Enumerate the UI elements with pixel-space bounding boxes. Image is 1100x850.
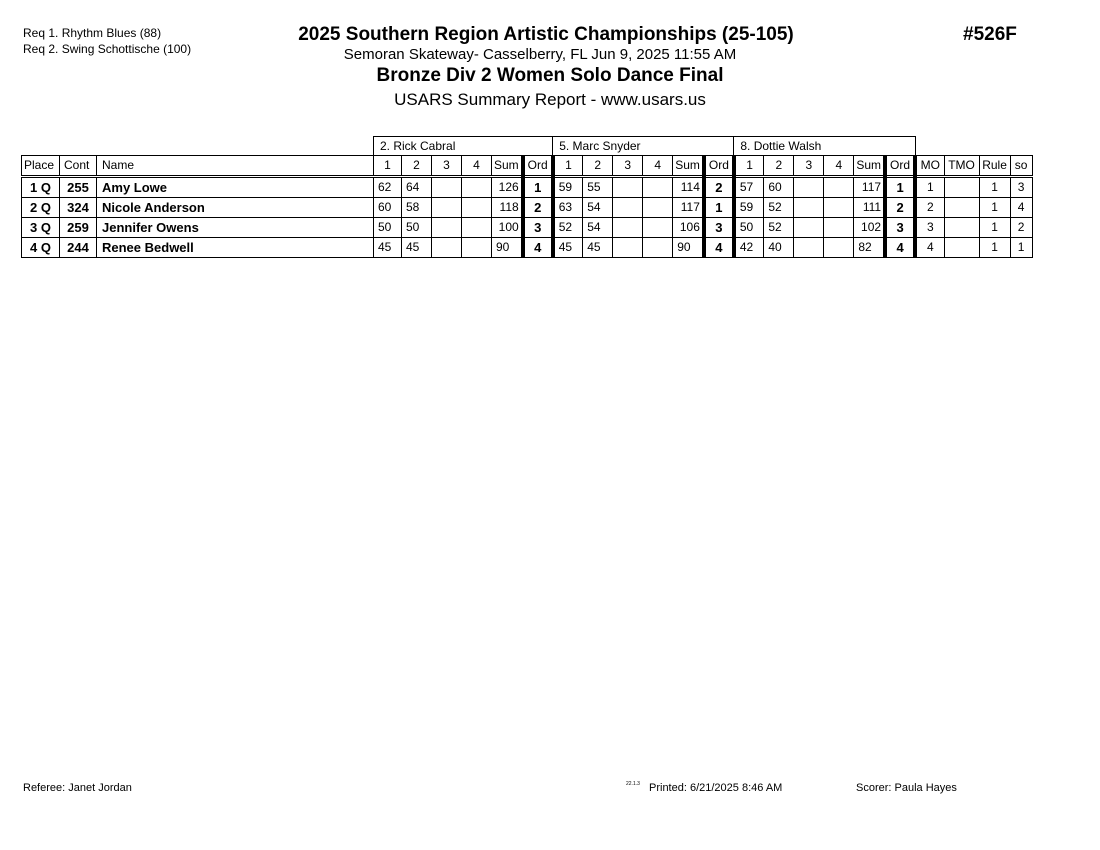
so-cell: 2 — [1010, 218, 1032, 238]
score-4-cell — [824, 198, 854, 218]
tmo-cell — [944, 177, 979, 198]
score-1-cell: 59 — [553, 177, 583, 198]
ord-cell: 4 — [885, 238, 915, 258]
score-4-cell — [462, 238, 492, 258]
judge-1-name: 2. Rick Cabral — [374, 137, 553, 156]
version-number: 22.1.3 — [626, 781, 640, 787]
judge-3-col-sum: Sum — [854, 156, 885, 177]
col-place: Place — [22, 156, 60, 177]
so-cell: 4 — [1010, 198, 1032, 218]
score-1-cell: 45 — [553, 238, 583, 258]
score-1-cell: 42 — [734, 238, 764, 258]
score-2-cell: 45 — [402, 238, 432, 258]
score-1-cell: 59 — [734, 198, 764, 218]
score-1-cell: 50 — [734, 218, 764, 238]
requirement-1: Req 1. Rhythm Blues (88) — [23, 26, 162, 40]
division-title: Bronze Div 2 Women Solo Dance Final — [376, 65, 724, 86]
score-3-cell — [432, 238, 462, 258]
ord-cell: 3 — [704, 218, 734, 238]
judge-1-col-sum: Sum — [492, 156, 523, 177]
ord-cell: 4 — [704, 238, 734, 258]
cont-cell: 255 — [60, 177, 97, 198]
judge-1-col-2: 2 — [402, 156, 432, 177]
printed-timestamp: Printed: 6/21/2025 8:46 AM — [649, 782, 783, 794]
mo-cell: 2 — [915, 198, 944, 218]
sum-cell: 126 — [492, 177, 523, 198]
score-1-cell: 50 — [374, 218, 402, 238]
event-title: 2025 Southern Region Artistic Championships (25-105) — [298, 24, 794, 45]
sum-cell: 82 — [854, 238, 885, 258]
score-4-cell — [462, 218, 492, 238]
judge-2-col-3: 3 — [613, 156, 643, 177]
referee: Referee: Janet Jordan — [23, 782, 132, 794]
score-4-cell — [824, 218, 854, 238]
sum-cell: 90 — [673, 238, 704, 258]
score-4-cell — [643, 238, 673, 258]
sum-cell: 117 — [854, 177, 885, 198]
cont-cell: 259 — [60, 218, 97, 238]
judge-2-col-1: 1 — [553, 156, 583, 177]
judge-3-col-3: 3 — [794, 156, 824, 177]
score-4-cell — [643, 218, 673, 238]
tmo-cell — [944, 238, 979, 258]
score-1-cell: 62 — [374, 177, 402, 198]
mo-cell: 1 — [915, 177, 944, 198]
score-4-cell — [643, 177, 673, 198]
col-name: Name — [97, 156, 374, 177]
ord-cell: 4 — [523, 238, 553, 258]
judge-2-col-sum: Sum — [673, 156, 704, 177]
tmo-cell — [944, 218, 979, 238]
judge-3-name: 8. Dottie Walsh — [734, 137, 915, 156]
ord-cell: 1 — [885, 177, 915, 198]
rule-cell: 1 — [979, 218, 1010, 238]
sum-cell: 106 — [673, 218, 704, 238]
score-3-cell — [794, 177, 824, 198]
table-row — [22, 218, 1033, 238]
judge-3-col-1: 1 — [734, 156, 764, 177]
ord-cell: 1 — [704, 198, 734, 218]
score-2-cell: 55 — [583, 177, 613, 198]
tmo-cell — [944, 198, 979, 218]
ord-cell: 3 — [523, 218, 553, 238]
col-tmo: TMO — [944, 156, 979, 177]
score-2-cell: 52 — [764, 198, 794, 218]
sum-cell: 117 — [673, 198, 704, 218]
column-header-row — [22, 156, 1033, 177]
judge-1-col-3: 3 — [432, 156, 462, 177]
score-4-cell — [462, 198, 492, 218]
judge-1-col-4: 4 — [462, 156, 492, 177]
score-3-cell — [794, 198, 824, 218]
score-4-cell — [462, 177, 492, 198]
place-cell: 1 Q — [22, 177, 60, 198]
score-4-cell — [643, 198, 673, 218]
score-2-cell: 58 — [402, 198, 432, 218]
rule-cell: 1 — [979, 177, 1010, 198]
col-so: so — [1010, 156, 1032, 177]
ord-cell: 1 — [523, 177, 553, 198]
cont-cell: 244 — [60, 238, 97, 258]
place-cell: 3 Q — [22, 218, 60, 238]
table-row — [22, 198, 1033, 218]
score-2-cell: 40 — [764, 238, 794, 258]
score-2-cell: 60 — [764, 177, 794, 198]
judge-2-name: 5. Marc Snyder — [553, 137, 734, 156]
so-cell: 1 — [1010, 238, 1032, 258]
score-2-cell: 64 — [402, 177, 432, 198]
sum-cell: 114 — [673, 177, 704, 198]
judge-3-col-ord: Ord — [885, 156, 915, 177]
score-3-cell — [613, 177, 643, 198]
sum-cell: 111 — [854, 198, 885, 218]
table-row — [22, 238, 1033, 258]
venue-line: Semoran Skateway- Casselberry, FL Jun 9, 2025 11:55 AM — [343, 46, 737, 63]
rule-cell: 1 — [979, 238, 1010, 258]
judge-3-col-2: 2 — [764, 156, 794, 177]
col-mo: MO — [915, 156, 944, 177]
sum-cell: 118 — [492, 198, 523, 218]
score-2-cell: 54 — [583, 218, 613, 238]
scorer: Scorer: Paula Hayes — [856, 782, 957, 794]
report-title: USARS Summary Report - www.usars.us — [394, 90, 706, 109]
sum-cell: 90 — [492, 238, 523, 258]
score-3-cell — [613, 218, 643, 238]
sum-cell: 100 — [492, 218, 523, 238]
name-cell: Renee Bedwell — [97, 238, 374, 258]
name-cell: Nicole Anderson — [97, 198, 374, 218]
score-2-cell: 50 — [402, 218, 432, 238]
score-1-cell: 52 — [553, 218, 583, 238]
place-cell: 4 Q — [22, 238, 60, 258]
cont-cell: 324 — [60, 198, 97, 218]
judge-2-col-4: 4 — [643, 156, 673, 177]
score-2-cell: 52 — [764, 218, 794, 238]
rule-cell: 1 — [979, 198, 1010, 218]
ord-cell: 3 — [885, 218, 915, 238]
score-3-cell — [432, 218, 462, 238]
so-cell: 3 — [1010, 177, 1032, 198]
event-number: #526F — [963, 24, 1017, 45]
requirement-2: Req 2. Swing Schottische (100) — [23, 42, 192, 56]
sum-cell: 102 — [854, 218, 885, 238]
ord-cell: 2 — [704, 177, 734, 198]
judge-3-col-4: 4 — [824, 156, 854, 177]
ord-cell: 2 — [523, 198, 553, 218]
col-cont: Cont — [60, 156, 97, 177]
score-3-cell — [794, 238, 824, 258]
score-1-cell: 57 — [734, 177, 764, 198]
score-2-cell: 45 — [583, 238, 613, 258]
score-3-cell — [613, 238, 643, 258]
table-row — [22, 177, 1033, 198]
score-1-cell: 60 — [374, 198, 402, 218]
name-cell: Jennifer Owens — [97, 218, 374, 238]
score-3-cell — [432, 198, 462, 218]
score-4-cell — [824, 238, 854, 258]
mo-cell: 4 — [915, 238, 944, 258]
results-table — [21, 136, 1033, 258]
judge-header-row — [22, 137, 1033, 156]
score-3-cell — [613, 198, 643, 218]
score-3-cell — [432, 177, 462, 198]
score-2-cell: 54 — [583, 198, 613, 218]
place-cell: 2 Q — [22, 198, 60, 218]
mo-cell: 3 — [915, 218, 944, 238]
judge-2-col-2: 2 — [583, 156, 613, 177]
score-3-cell — [794, 218, 824, 238]
judge-1-col-1: 1 — [374, 156, 402, 177]
name-cell: Amy Lowe — [97, 177, 374, 198]
score-4-cell — [824, 177, 854, 198]
score-1-cell: 63 — [553, 198, 583, 218]
judge-1-col-ord: Ord — [523, 156, 553, 177]
score-1-cell: 45 — [374, 238, 402, 258]
col-rule: Rule — [979, 156, 1010, 177]
ord-cell: 2 — [885, 198, 915, 218]
judge-2-col-ord: Ord — [704, 156, 734, 177]
